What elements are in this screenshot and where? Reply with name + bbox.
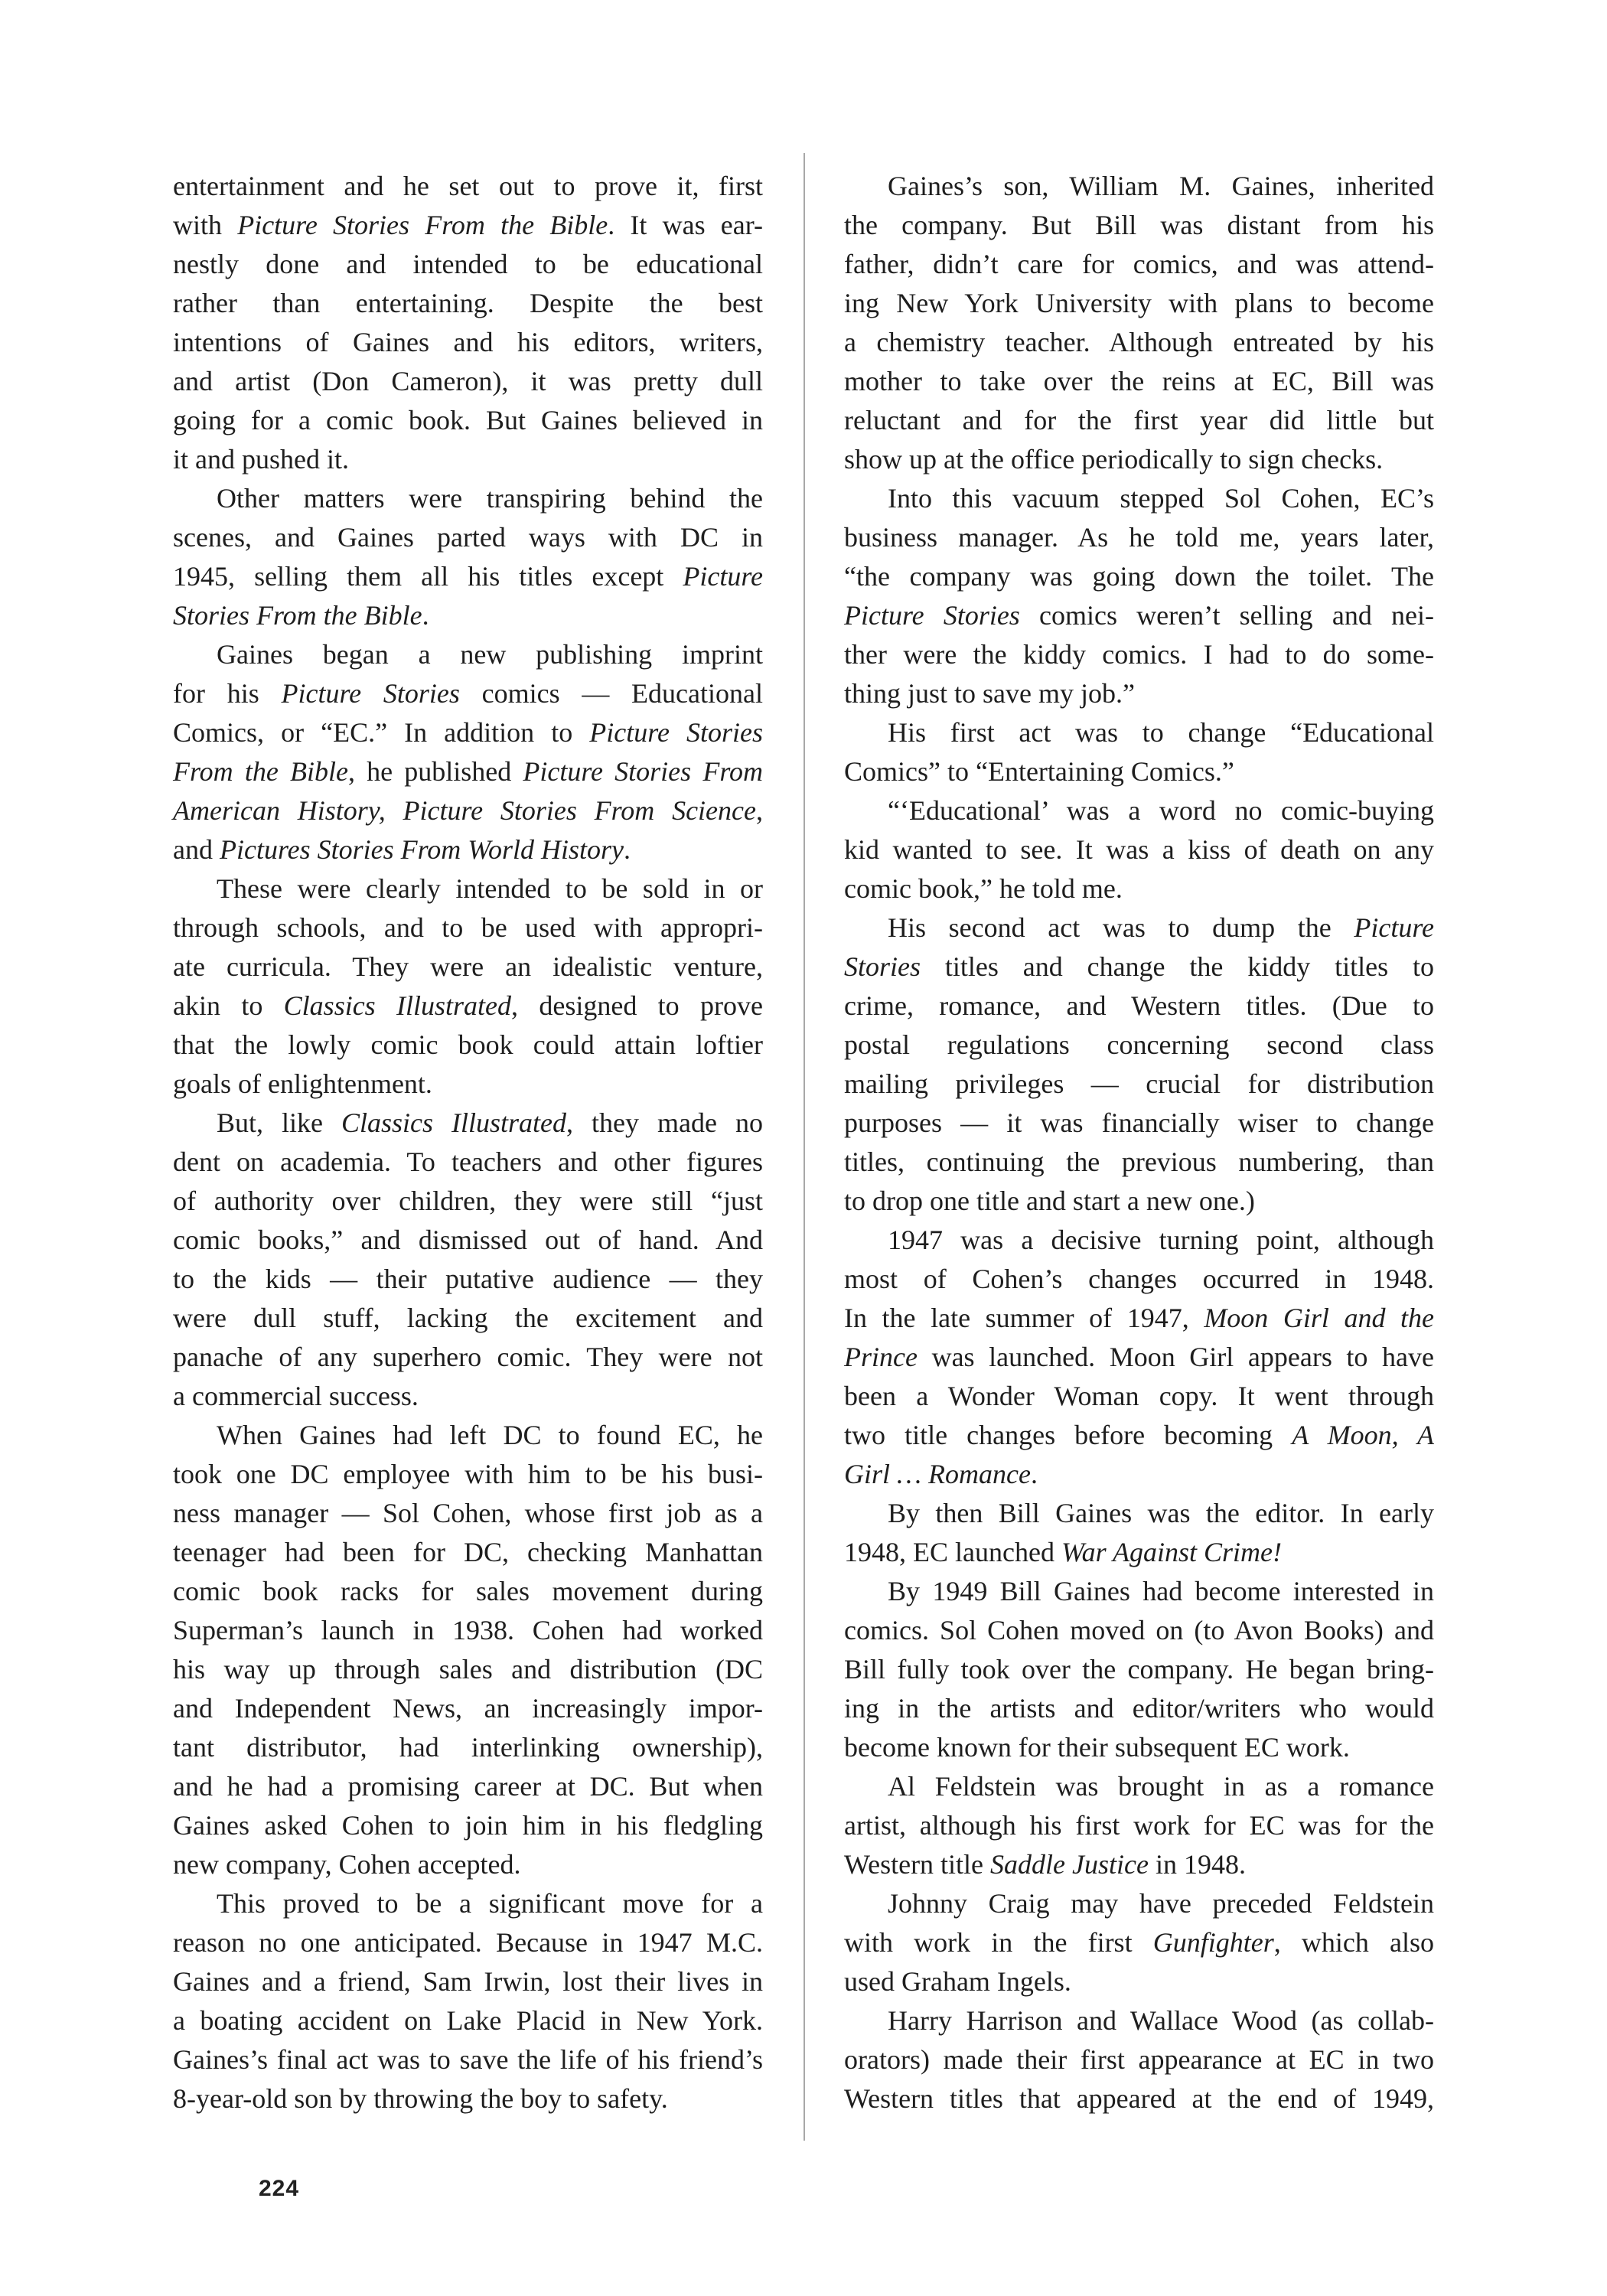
- text-line: [173, 557, 763, 596]
- text-line: [844, 1923, 1434, 1962]
- text-line: [844, 1338, 1434, 1377]
- text-run: new company, Cohen accepted.: [173, 1849, 521, 1880]
- text-run: mailing privileges — crucial for distribution: [844, 1068, 1434, 1099]
- text-run: for his: [173, 678, 282, 709]
- text-run: 1945, selling them all his titles except: [173, 561, 683, 592]
- text-run: Comics, or “EC.” In addition to: [173, 717, 590, 748]
- text-run: were dull stuff, lacking the excitement and: [173, 1303, 763, 1333]
- italic-title: Classics Illustrated: [283, 990, 512, 1021]
- text-line: [173, 674, 763, 713]
- text-run: purposes — it was financially wiser to change: [844, 1107, 1434, 1138]
- text-run: comics — Educational: [459, 678, 763, 709]
- text-line: [173, 1650, 763, 1689]
- text-line: [173, 1962, 763, 2001]
- text-line: [844, 908, 1434, 947]
- text-run: comic book racks for sales movement during: [173, 1576, 763, 1606]
- text-line: [844, 830, 1434, 869]
- text-run: comic books,” and dismissed out of hand. And: [173, 1225, 763, 1255]
- page-number: 224: [259, 2176, 300, 2201]
- text-line: [844, 245, 1434, 284]
- text-line: [173, 401, 763, 440]
- text-run: his way up through sales and distribution (DC: [173, 1654, 763, 1684]
- text-run: took one DC employee with him to be his busi-: [173, 1459, 763, 1489]
- text-run: nestly done and intended to be educational: [173, 249, 763, 279]
- text-line: [173, 1689, 763, 1728]
- text-run: ate curricula. They were an idealistic venture,: [173, 951, 763, 982]
- text-run: was launched. Moon Girl appears to have: [917, 1342, 1434, 1372]
- text-line: [844, 518, 1434, 557]
- text-run: But, like: [217, 1107, 342, 1138]
- text-line: [173, 2001, 763, 2040]
- text-run: 8-year-old son by throwing the boy to safety.: [173, 2083, 668, 2114]
- text-line: [173, 1728, 763, 1767]
- text-run: Gaines began a new publishing imprint: [217, 639, 763, 670]
- text-run: Other matters were transpiring behind the: [217, 483, 763, 514]
- text-line: [844, 1728, 1434, 1767]
- text-run: Johnny Craig may have preceded Feldstein: [888, 1888, 1434, 1919]
- italic-title: Picture Stories From: [523, 756, 763, 787]
- text-line: [173, 791, 763, 830]
- text-line: [173, 1143, 763, 1182]
- text-line: [844, 1299, 1434, 1338]
- text-line: [844, 1026, 1434, 1065]
- text-line: [844, 1455, 1434, 1494]
- text-line: [844, 674, 1434, 713]
- text-line: [173, 1845, 763, 1884]
- text-line: [173, 1767, 763, 1806]
- text-run: panache of any superhero comic. They were not: [173, 1342, 763, 1372]
- text-line: [844, 791, 1434, 830]
- text-run: of authority over children, they were still “just: [173, 1186, 763, 1216]
- text-run: and: [173, 834, 220, 865]
- text-run: ,: [756, 795, 763, 826]
- text-run: crime, romance, and Western titles. (Due to: [844, 990, 1434, 1021]
- text-line: [844, 1182, 1434, 1221]
- text-run: titles, continuing the previous numbering, than: [844, 1146, 1434, 1177]
- italic-title: Prince: [844, 1342, 918, 1372]
- text-run: most of Cohen’s changes occurred in 1948.: [844, 1264, 1434, 1294]
- text-line: [173, 206, 763, 245]
- text-line: [844, 1494, 1434, 1533]
- text-run: Western titles that appeared at the end of 1949,: [844, 2083, 1434, 2114]
- text-run: .: [422, 600, 429, 631]
- text-line: [844, 1143, 1434, 1182]
- text-run: ness manager — Sol Cohen, whose first job as a: [173, 1498, 763, 1528]
- text-line: [844, 2040, 1434, 2079]
- italic-title: Picture Stories From the Bible: [237, 210, 608, 240]
- text-line: [844, 401, 1434, 440]
- text-line: [844, 596, 1434, 635]
- text-run: a chemistry teacher. Although entreated by his: [844, 327, 1434, 357]
- text-line: [173, 908, 763, 947]
- text-line: [173, 323, 763, 362]
- text-line: [844, 284, 1434, 323]
- text-line: [844, 323, 1434, 362]
- italic-title: Pictures Stories From World History: [219, 834, 624, 865]
- text-line: [173, 2040, 763, 2079]
- text-run: Comics” to “Entertaining Comics.”: [844, 756, 1234, 787]
- text-line: [844, 987, 1434, 1026]
- text-line: [844, 167, 1434, 206]
- text-run: in 1948.: [1148, 1849, 1246, 1880]
- text-run: father, didn’t care for comics, and was attend-: [844, 249, 1434, 279]
- text-run: akin to: [173, 990, 284, 1021]
- text-run: been a Wonder Woman copy. It went through: [844, 1381, 1434, 1411]
- text-run: When Gaines had left DC to found EC, he: [217, 1420, 763, 1450]
- italic-title: Picture Stories: [844, 600, 1020, 631]
- text-line: [173, 1884, 763, 1923]
- text-run: Gaines’s son, William M. Gaines, inherited: [888, 171, 1434, 201]
- text-run: . It was ear-: [608, 210, 763, 240]
- text-run: a commercial success.: [173, 1381, 419, 1411]
- italic-title: American History, Picture Stories From Science: [173, 795, 756, 826]
- text-line: [173, 987, 763, 1026]
- text-line: [173, 1572, 763, 1611]
- text-run: goals of enlightenment.: [173, 1068, 432, 1099]
- text-line: [844, 1962, 1434, 2001]
- text-run: By then Bill Gaines was the editor. In early: [888, 1498, 1434, 1528]
- text-line: [173, 1299, 763, 1338]
- text-line: [844, 1572, 1434, 1611]
- text-run: tant distributor, had interlinking ownership),: [173, 1732, 763, 1763]
- text-line: [844, 557, 1434, 596]
- text-run: used Graham Ingels.: [844, 1966, 1071, 1997]
- text-run: Al Feldstein was brought in as a romance: [888, 1771, 1434, 1802]
- text-line: [844, 1377, 1434, 1416]
- text-run: reluctant and for the first year did little but: [844, 405, 1434, 435]
- text-run: a boating accident on Lake Placid in New York.: [173, 2005, 763, 2036]
- text-run: thing just to save my job.”: [844, 678, 1135, 709]
- text-line: [173, 1182, 763, 1221]
- italic-title: Stories: [844, 951, 921, 982]
- text-run: and artist (Don Cameron), it was pretty dull: [173, 366, 763, 396]
- text-run: that the lowly comic book could attain loftier: [173, 1029, 763, 1060]
- text-run: the company. But Bill was distant from his: [844, 210, 1434, 240]
- text-line: [173, 284, 763, 323]
- text-run: going for a comic book. But Gaines believed in: [173, 405, 763, 435]
- text-line: [173, 440, 763, 479]
- text-line: [173, 752, 763, 791]
- text-line: [844, 1533, 1434, 1572]
- italic-title: Picture Stories: [589, 717, 763, 748]
- italic-title: Girl … Romance: [844, 1459, 1031, 1489]
- text-line: [173, 596, 763, 635]
- italic-title: Picture Stories: [281, 678, 460, 709]
- text-line: [844, 479, 1434, 518]
- italic-title: Picture: [1354, 912, 1434, 943]
- text-line: [844, 1689, 1434, 1728]
- text-line: [173, 1104, 763, 1143]
- text-run: In the late summer of 1947,: [844, 1303, 1204, 1333]
- text-line: [173, 1260, 763, 1299]
- text-run: 1947 was a decisive turning point, although: [888, 1225, 1434, 1255]
- text-run: artist, although his first work for EC was for the: [844, 1810, 1434, 1841]
- text-line: [844, 752, 1434, 791]
- text-run: His first act was to change “Educational: [888, 717, 1434, 748]
- text-run: This proved to be a significant move for a: [217, 1888, 763, 1919]
- text-run: scenes, and Gaines parted ways with DC in: [173, 522, 763, 553]
- text-run: titles and change the kiddy titles to: [921, 951, 1434, 982]
- text-line: [844, 635, 1434, 674]
- text-line: [844, 2079, 1434, 2118]
- text-line: [173, 1416, 763, 1455]
- text-run: orators) made their first appearance at EC in two: [844, 2044, 1434, 2075]
- text-run: it and pushed it.: [173, 444, 349, 475]
- text-line: [844, 1884, 1434, 1923]
- text-run: These were clearly intended to be sold in or: [217, 873, 763, 904]
- text-run: through schools, and to be used with appropri-: [173, 912, 763, 943]
- text-line: [844, 1416, 1434, 1455]
- italic-title: From the Bible: [173, 756, 348, 787]
- italic-title: War Against Crime!: [1061, 1537, 1282, 1567]
- text-line: [173, 1377, 763, 1416]
- text-line: [173, 1806, 763, 1845]
- text-run: , he published: [347, 756, 523, 787]
- text-line: [844, 1845, 1434, 1884]
- text-line: [173, 1338, 763, 1377]
- italic-title: Gunfighter: [1152, 1927, 1274, 1958]
- text-run: comics. Sol Cohen moved on (to Avon Books) and: [844, 1615, 1434, 1645]
- text-run: By 1949 Bill Gaines had become interested in: [888, 1576, 1434, 1606]
- text-run: ther were the kiddy comics. I had to do some-: [844, 639, 1434, 670]
- text-run: teenager had been for DC, checking Manhattan: [173, 1537, 763, 1567]
- text-line: [173, 2079, 763, 2118]
- text-line: [173, 245, 763, 284]
- column-divider: [804, 153, 805, 2141]
- text-run: Bill fully took over the company. He began bring-: [844, 1654, 1434, 1684]
- text-run: Harry Harrison and Wallace Wood (as collab-: [888, 2005, 1434, 2036]
- italic-title: Classics Illustrated: [341, 1107, 567, 1138]
- text-run: Superman’s launch in 1938. Cohen had worked: [173, 1615, 763, 1645]
- text-line: [173, 1221, 763, 1260]
- text-run: postal regulations concerning second class: [844, 1029, 1434, 1060]
- text-line: [173, 1533, 763, 1572]
- text-line: [173, 167, 763, 206]
- text-run: reason no one anticipated. Because in 1947 M.C.: [173, 1927, 763, 1958]
- text-run: , they made no: [566, 1107, 763, 1138]
- text-line: [844, 1260, 1434, 1299]
- text-line: [173, 1455, 763, 1494]
- text-line: [844, 1611, 1434, 1650]
- text-line: [844, 1767, 1434, 1806]
- text-run: entertainment and he set out to prove it, first: [173, 171, 763, 201]
- text-run: Gaines asked Cohen to join him in his fledgling: [173, 1810, 763, 1841]
- italic-title: Saddle Justice: [990, 1849, 1149, 1880]
- text-run: , which also: [1273, 1927, 1435, 1958]
- text-line: [173, 635, 763, 674]
- text-line: [173, 830, 763, 869]
- text-line: [173, 1611, 763, 1650]
- right-text-column: [844, 167, 1434, 2118]
- text-line: [173, 1494, 763, 1533]
- text-run: 1948, EC launched: [844, 1537, 1061, 1567]
- text-line: [173, 869, 763, 908]
- text-run: , designed to prove: [511, 990, 763, 1021]
- text-line: [173, 1923, 763, 1962]
- text-run: comics weren’t selling and nei-: [1019, 600, 1434, 631]
- text-run: and Independent News, an increasingly impor-: [173, 1693, 763, 1724]
- text-run: “the company was going down the toilet. The: [844, 561, 1434, 592]
- italic-title: Moon Girl and the: [1204, 1303, 1434, 1333]
- text-line: [173, 1065, 763, 1104]
- text-line: [844, 2001, 1434, 2040]
- text-run: kid wanted to see. It was a kiss of death on any: [844, 834, 1434, 865]
- text-run: with: [173, 210, 238, 240]
- text-run: dent on academia. To teachers and other figures: [173, 1146, 763, 1177]
- text-run: two title changes before becoming: [844, 1420, 1292, 1450]
- text-line: [173, 518, 763, 557]
- left-text-column: [173, 167, 763, 2118]
- italic-title: Picture: [683, 561, 763, 592]
- text-line: [844, 1650, 1434, 1689]
- text-line: [844, 362, 1434, 401]
- text-run: become known for their subsequent EC work.: [844, 1732, 1350, 1763]
- text-line: [844, 713, 1434, 752]
- text-run: His second act was to dump the: [888, 912, 1354, 943]
- text-run: ing New York University with plans to become: [844, 288, 1434, 318]
- text-run: with work in the first: [844, 1927, 1153, 1958]
- text-line: [844, 947, 1434, 987]
- text-run: .: [623, 834, 631, 865]
- text-line: [173, 1026, 763, 1065]
- text-line: [844, 1104, 1434, 1143]
- italic-title: Stories From the Bible: [173, 600, 422, 631]
- text-run: rather than entertaining. Despite the best: [173, 288, 763, 318]
- text-run: and he had a promising career at DC. But when: [173, 1771, 763, 1802]
- text-run: Gaines’s final act was to save the life of his friend’s: [173, 2044, 763, 2075]
- text-run: mother to take over the reins at EC, Bill was: [844, 366, 1434, 396]
- text-run: business manager. As he told me, years later,: [844, 522, 1434, 553]
- text-run: Gaines and a friend, Sam Irwin, lost their lives in: [173, 1966, 763, 1997]
- text-run: Western title: [844, 1849, 991, 1880]
- text-line: [844, 1065, 1434, 1104]
- text-run: “‘Educational’ was a word no comic-buying: [888, 795, 1434, 826]
- text-line: [844, 206, 1434, 245]
- text-line: [173, 713, 763, 752]
- text-run: .: [1030, 1459, 1038, 1489]
- text-line: [844, 869, 1434, 908]
- text-run: ing in the artists and editor/writers who would: [844, 1693, 1434, 1724]
- text-run: intentions of Gaines and his editors, writers,: [173, 327, 763, 357]
- text-run: Into this vacuum stepped Sol Cohen, EC’s: [888, 483, 1434, 514]
- italic-title: A Moon, A: [1292, 1420, 1434, 1450]
- text-run: to the kids — their putative audience — they: [173, 1264, 763, 1294]
- text-line: [844, 440, 1434, 479]
- text-line: [173, 947, 763, 987]
- text-run: comic book,” he told me.: [844, 873, 1123, 904]
- text-line: [173, 362, 763, 401]
- text-run: to drop one title and start a new one.): [844, 1186, 1255, 1216]
- text-line: [844, 1806, 1434, 1845]
- text-line: [844, 1221, 1434, 1260]
- text-line: [173, 479, 763, 518]
- text-run: show up at the office periodically to sign checks.: [844, 444, 1384, 475]
